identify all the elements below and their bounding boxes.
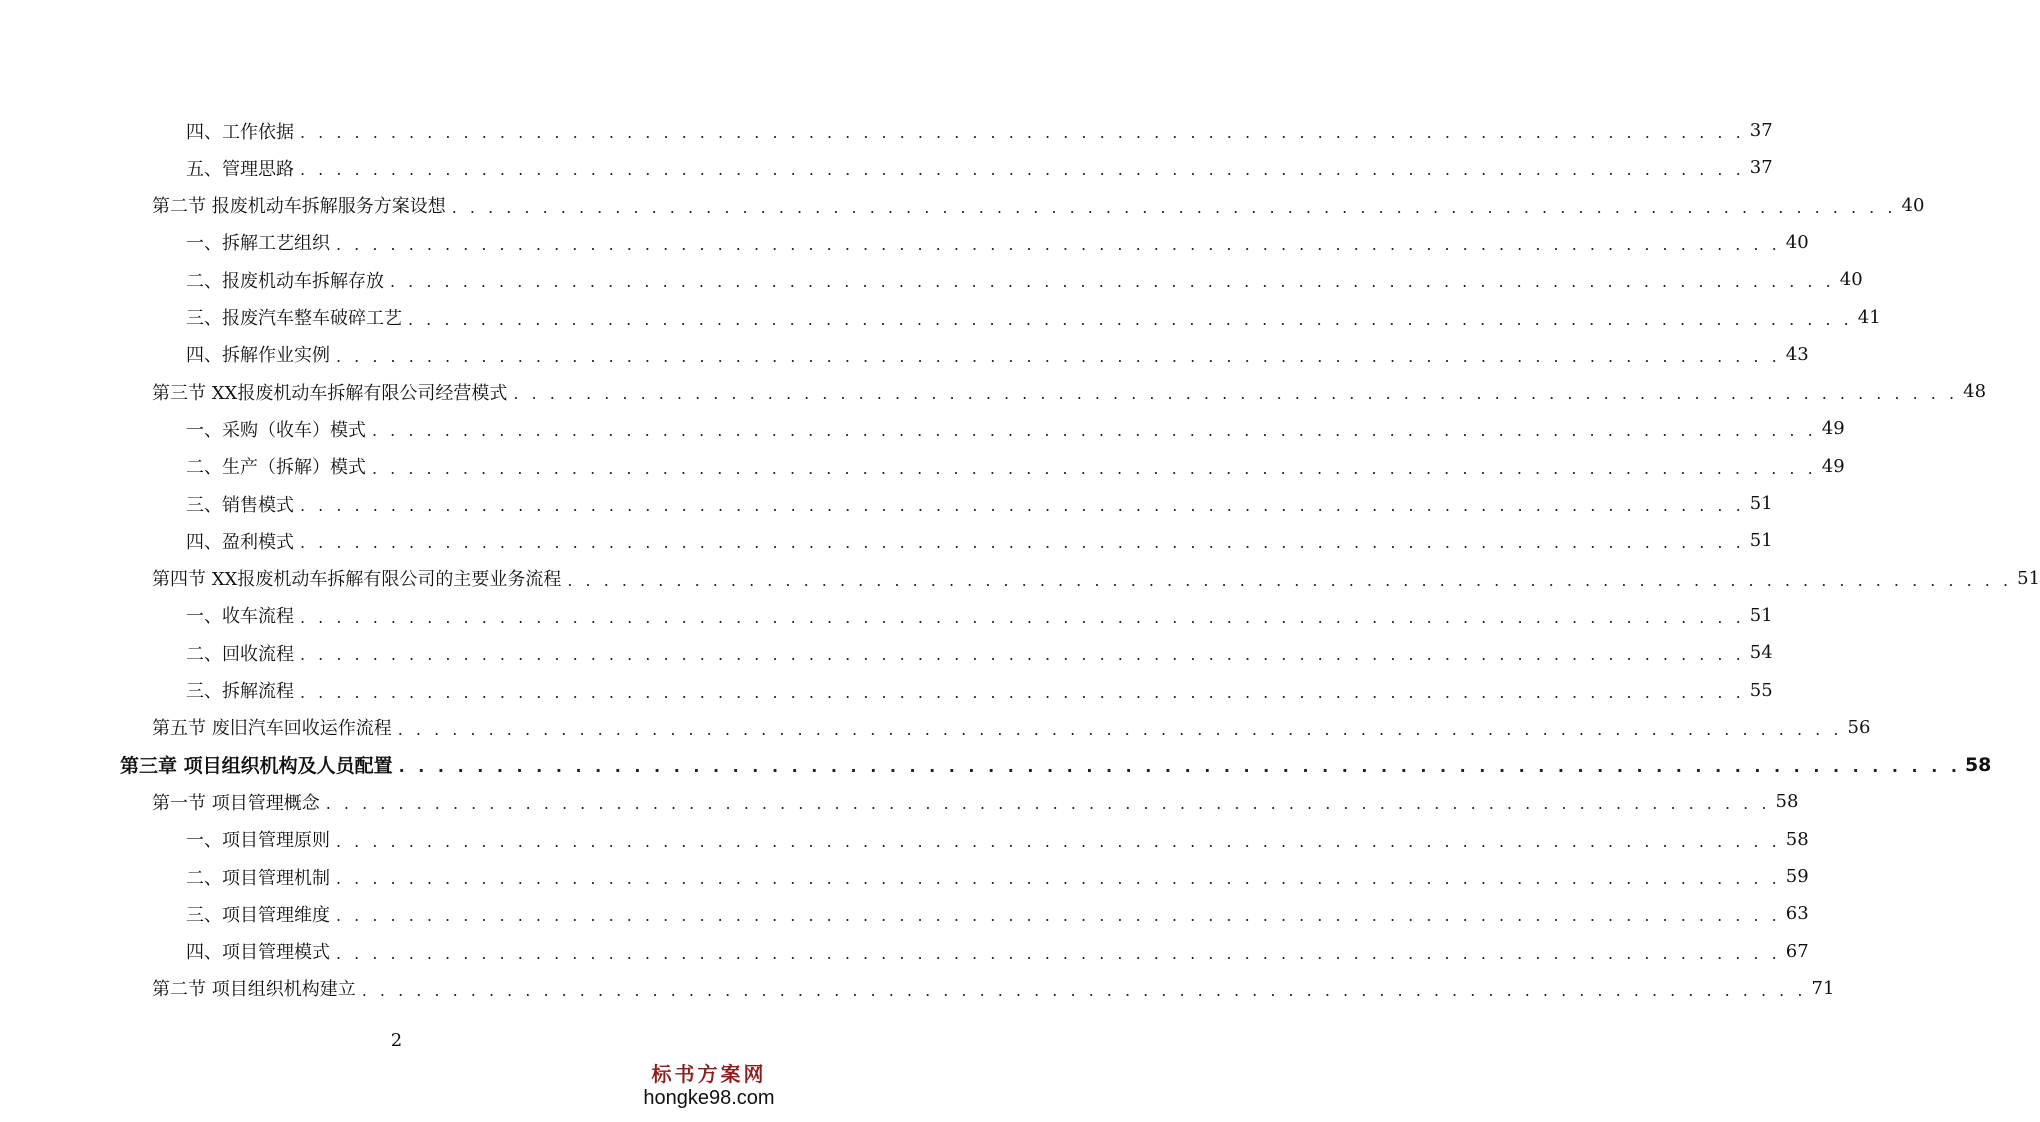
toc-entry-page: 51	[1749, 493, 1773, 514]
toc-entry[interactable]	[0, 783, 1799, 820]
toc-entry[interactable]	[0, 522, 1773, 559]
toc-entry-title: 一、采购（收车）模式	[186, 419, 366, 441]
toc-leader-dots: . . . . . . . . . . . . . . . . . . . . . . . . . . . . . . . . . . . . . . . . . . . . . . . . . . . . . . . . . . . . . . . . . . . . . . . . . . . . . . . .	[336, 869, 1781, 888]
toc-entry-title: 二、报废机动车拆解存放	[186, 270, 384, 292]
toc-entry-page: 58	[1964, 753, 1992, 776]
toc-leader-dots: . . . . . . . . . . . . . . . . . . . . . . . . . . . . . . . . . . . . . . . . . . . . . . . . . . . . . . . . . . . . . . . . . . . . . . . . . . . . . . . .	[372, 458, 1817, 478]
toc-entry[interactable]	[0, 299, 1881, 336]
toc-entry-page: 49	[1821, 418, 1845, 440]
toc-entry-page: 51	[1749, 530, 1773, 552]
toc-entry-page: 58	[1785, 828, 1809, 850]
toc-leader-dots: . . . . . . . . . . . . . . . . . . . . . . . . . . . . . . . . . . . . . . . . . . . . . . . . . . . . . . . . . . . . . . . . . . . . . . . . . . . . . . . .	[336, 906, 1781, 926]
toc-entry[interactable]	[0, 149, 1773, 186]
toc-entry[interactable]	[0, 858, 1809, 895]
toc-entry-page: 37	[1749, 157, 1773, 179]
toc-leader-dots: . . . . . . . . . . . . . . . . . . . . . . . . . . . . . . . . . . . . . . . . . . . . . . . . . . . . . . . . . . . . . . . . . . . . . . . . . . . . . . . .	[567, 570, 2013, 590]
toc-leader-dots: . . . . . . . . . . . . . . . . . . . . . . . . . . . . . . . . . . . . . . . . . . . . . . . . . . . . . . . . . . . . . . . . . . . . . . . . . . . . . . . .	[336, 346, 1781, 366]
toc-entry-page: 59	[1785, 866, 1809, 887]
toc-leader-dots: . . . . . . . . . . . . . . . . . . . . . . . . . . . . . . . . . . . . . . . . . . . . . . . . . . . . . . . . . . . . . . . . . . . . . . . . . . . . . . . .	[300, 607, 1745, 627]
toc-entry-title: 第一节 项目管理概念	[152, 792, 320, 814]
toc-entry-title: 三、项目管理维度	[186, 904, 330, 926]
toc-entry-title: 三、报废汽车整车破碎工艺	[186, 308, 402, 329]
toc-entry-page: 55	[1749, 679, 1773, 701]
toc-entry-page: 41	[1857, 306, 1881, 328]
toc-entry[interactable]	[0, 970, 1835, 1007]
toc-entry-page: 49	[1821, 455, 1845, 477]
toc-entry[interactable]	[0, 187, 1925, 224]
toc-leader-dots: . . . . . . . . . . . . . . . . . . . . . . . . . . . . . . . . . . . . . . . . . . . . . . . . . . . . . . . . . . . . . . . . . . . . . . . . . . . . . . . .	[300, 645, 1745, 665]
toc-leader-dots: . . . . . . . . . . . . . . . . . . . . . . . . . . . . . . . . . . . . . . . . . . . . . . . . . . . . . . . . . . . . . . . . . . . . . . . . . . . . . . . .	[398, 757, 1961, 777]
watermark-logo	[639, 1062, 779, 1110]
toc-entry-title: 四、项目管理模式	[186, 942, 330, 964]
toc-leader-dots: . . . . . . . . . . . . . . . . . . . . . . . . . . . . . . . . . . . . . . . . . . . . . . . . . . . . . . . . . . . . . . . . . . . . . . . . . . . . . . . .	[451, 197, 1897, 217]
toc-entry-title: 一、收车流程	[186, 606, 294, 628]
toc-leader-dots: . . . . . . . . . . . . . . . . . . . . . . . . . . . . . . . . . . . . . . . . . . . . . . . . . . . . . . . . . . . . . . . . . . . . . . . . . . . . . . . .	[372, 421, 1817, 441]
toc-entry-page: 40	[1839, 269, 1863, 291]
toc-leader-dots: . . . . . . . . . . . . . . . . . . . . . . . . . . . . . . . . . . . . . . . . . . . . . . . . . . . . . . . . . . . . . . . . . . . . . . . . . . . . . . . .	[300, 496, 1745, 515]
toc-entry[interactable]	[0, 933, 1809, 970]
toc-entry[interactable]	[0, 112, 1773, 149]
toc-entry-page: 71	[1811, 977, 1835, 999]
toc-entry[interactable]	[0, 597, 1773, 634]
toc-entry-title: 四、拆解作业实例	[186, 345, 330, 367]
toc-entry[interactable]	[0, 448, 1845, 485]
toc-entry[interactable]	[0, 895, 1809, 932]
watermark-url: hongke98.com	[643, 1087, 775, 1109]
toc-entry[interactable]	[0, 336, 1809, 373]
toc-leader-dots: . . . . . . . . . . . . . . . . . . . . . . . . . . . . . . . . . . . . . . . . . . . . . . . . . . . . . . . . . . . . . . . . . . . . . . . . . . . . . . . .	[300, 533, 1745, 553]
toc-leader-dots: . . . . . . . . . . . . . . . . . . . . . . . . . . . . . . . . . . . . . . . . . . . . . . . . . . . . . . . . . . . . . . . . . . . . . . . . . . . . . . . .	[325, 794, 1771, 814]
toc-leader-dots: . . . . . . . . . . . . . . . . . . . . . . . . . . . . . . . . . . . . . . . . . . . . . . . . . . . . . . . . . . . . . . . . . . . . . . . . . . . . . . . .	[300, 123, 1745, 142]
toc-entry[interactable]	[0, 261, 1863, 298]
toc-leader-dots: . . . . . . . . . . . . . . . . . . . . . . . . . . . . . . . . . . . . . . . . . . . . . . . . . . . . . . . . . . . . . . . . . . . . . . . . . . . . . . . .	[300, 682, 1745, 702]
toc-leader-dots: . . . . . . . . . . . . . . . . . . . . . . . . . . . . . . . . . . . . . . . . . . . . . . . . . . . . . . . . . . . . . . . . . . . . . . . . . . . . . . . .	[513, 384, 1959, 404]
page-number: 2	[390, 1030, 403, 1051]
toc-leader-dots: . . . . . . . . . . . . . . . . . . . . . . . . . . . . . . . . . . . . . . . . . . . . . . . . . . . . . . . . . . . . . . . . . . . . . . . . . . . . . . . .	[397, 719, 1843, 739]
toc-entry-page: 40	[1785, 231, 1809, 253]
toc-entry-title: 五、管理思路	[186, 158, 294, 180]
toc-entry-title: 第三节 XX报废机动车拆解有限公司经营模式	[152, 382, 508, 404]
toc-entry-page: 63	[1785, 903, 1809, 925]
toc-entry[interactable]	[0, 485, 1773, 522]
toc-entry-title: 第二节 项目组织机构建立	[152, 979, 356, 1001]
toc-entry-page: 43	[1785, 343, 1809, 365]
toc-entry-page: 51	[1749, 604, 1773, 626]
toc-entry-page: 56	[1847, 716, 1871, 738]
toc-entry-title: 二、回收流程	[186, 643, 294, 665]
toc-entry[interactable]	[0, 821, 1809, 858]
toc-leader-dots: . . . . . . . . . . . . . . . . . . . . . . . . . . . . . . . . . . . . . . . . . . . . . . . . . . . . . . . . . . . . . . . . . . . . . . . . . . . . . . . .	[336, 943, 1781, 963]
toc-leader-dots: . . . . . . . . . . . . . . . . . . . . . . . . . . . . . . . . . . . . . . . . . . . . . . . . . . . . . . . . . . . . . . . . . . . . . . . . . . . . . . . .	[336, 234, 1781, 254]
toc-entry-page: 51	[2017, 567, 2040, 589]
toc-entry[interactable]	[0, 746, 1992, 783]
toc-entry-title: 三、销售模式	[186, 494, 294, 516]
toc-entry-title: 第五节 废旧汽车回收运作流程	[152, 718, 392, 740]
toc-entry-page: 58	[1775, 791, 1799, 813]
toc-entry[interactable]	[0, 709, 1871, 746]
toc-entry-title: 一、拆解工艺组织	[186, 233, 330, 255]
toc-leader-dots: . . . . . . . . . . . . . . . . . . . . . . . . . . . . . . . . . . . . . . . . . . . . . . . . . . . . . . . . . . . . . . . . . . . . . . . . . . . . . . . .	[408, 309, 1853, 329]
toc-entry-title: 四、盈利模式	[186, 531, 294, 553]
toc-entry-page: 37	[1749, 120, 1773, 141]
toc-entry-page: 48	[1963, 381, 1987, 403]
toc-entry-title: 三、拆解流程	[186, 681, 294, 702]
toc-entry[interactable]	[0, 224, 1809, 261]
toc-entry-page: 54	[1749, 642, 1773, 664]
toc-leader-dots: . . . . . . . . . . . . . . . . . . . . . . . . . . . . . . . . . . . . . . . . . . . . . . . . . . . . . . . . . . . . . . . . . . . . . . . . . . . . . . . .	[300, 160, 1745, 180]
toc-leader-dots: . . . . . . . . . . . . . . . . . . . . . . . . . . . . . . . . . . . . . . . . . . . . . . . . . . . . . . . . . . . . . . . . . . . . . . . . . . . . . . . .	[390, 272, 1835, 292]
toc-entry-title: 第四节 XX报废机动车拆解有限公司的主要业务流程	[152, 569, 562, 591]
toc-entry-title: 第三章 项目组织机构及人员配置	[120, 755, 393, 778]
toc-entry-title: 第二节 报废机动车拆解服务方案设想	[152, 196, 446, 218]
toc-entry[interactable]	[0, 672, 1773, 709]
toc-entry[interactable]	[0, 634, 1773, 671]
toc-entry[interactable]	[0, 560, 2040, 597]
toc-entry-title: 四、工作依据	[186, 121, 294, 143]
toc-entry[interactable]	[0, 373, 1987, 410]
toc-leader-dots: . . . . . . . . . . . . . . . . . . . . . . . . . . . . . . . . . . . . . . . . . . . . . . . . . . . . . . . . . . . . . . . . . . . . . . . . . . . . . . . .	[336, 831, 1781, 851]
toc-entry-title: 一、项目管理原则	[186, 830, 330, 852]
toc-entry-title: 二、项目管理机制	[186, 867, 330, 889]
toc-leader-dots: . . . . . . . . . . . . . . . . . . . . . . . . . . . . . . . . . . . . . . . . . . . . . . . . . . . . . . . . . . . . . . . . . . . . . . . . . . . . . . . .	[361, 980, 1807, 1000]
toc-entry-page: 40	[1901, 194, 1925, 216]
toc-entry-page: 67	[1785, 940, 1809, 962]
toc-entry-title: 二、生产（拆解）模式	[186, 457, 366, 479]
toc-entry[interactable]	[0, 410, 1845, 447]
watermark-text: 标书方案网	[651, 1062, 767, 1086]
